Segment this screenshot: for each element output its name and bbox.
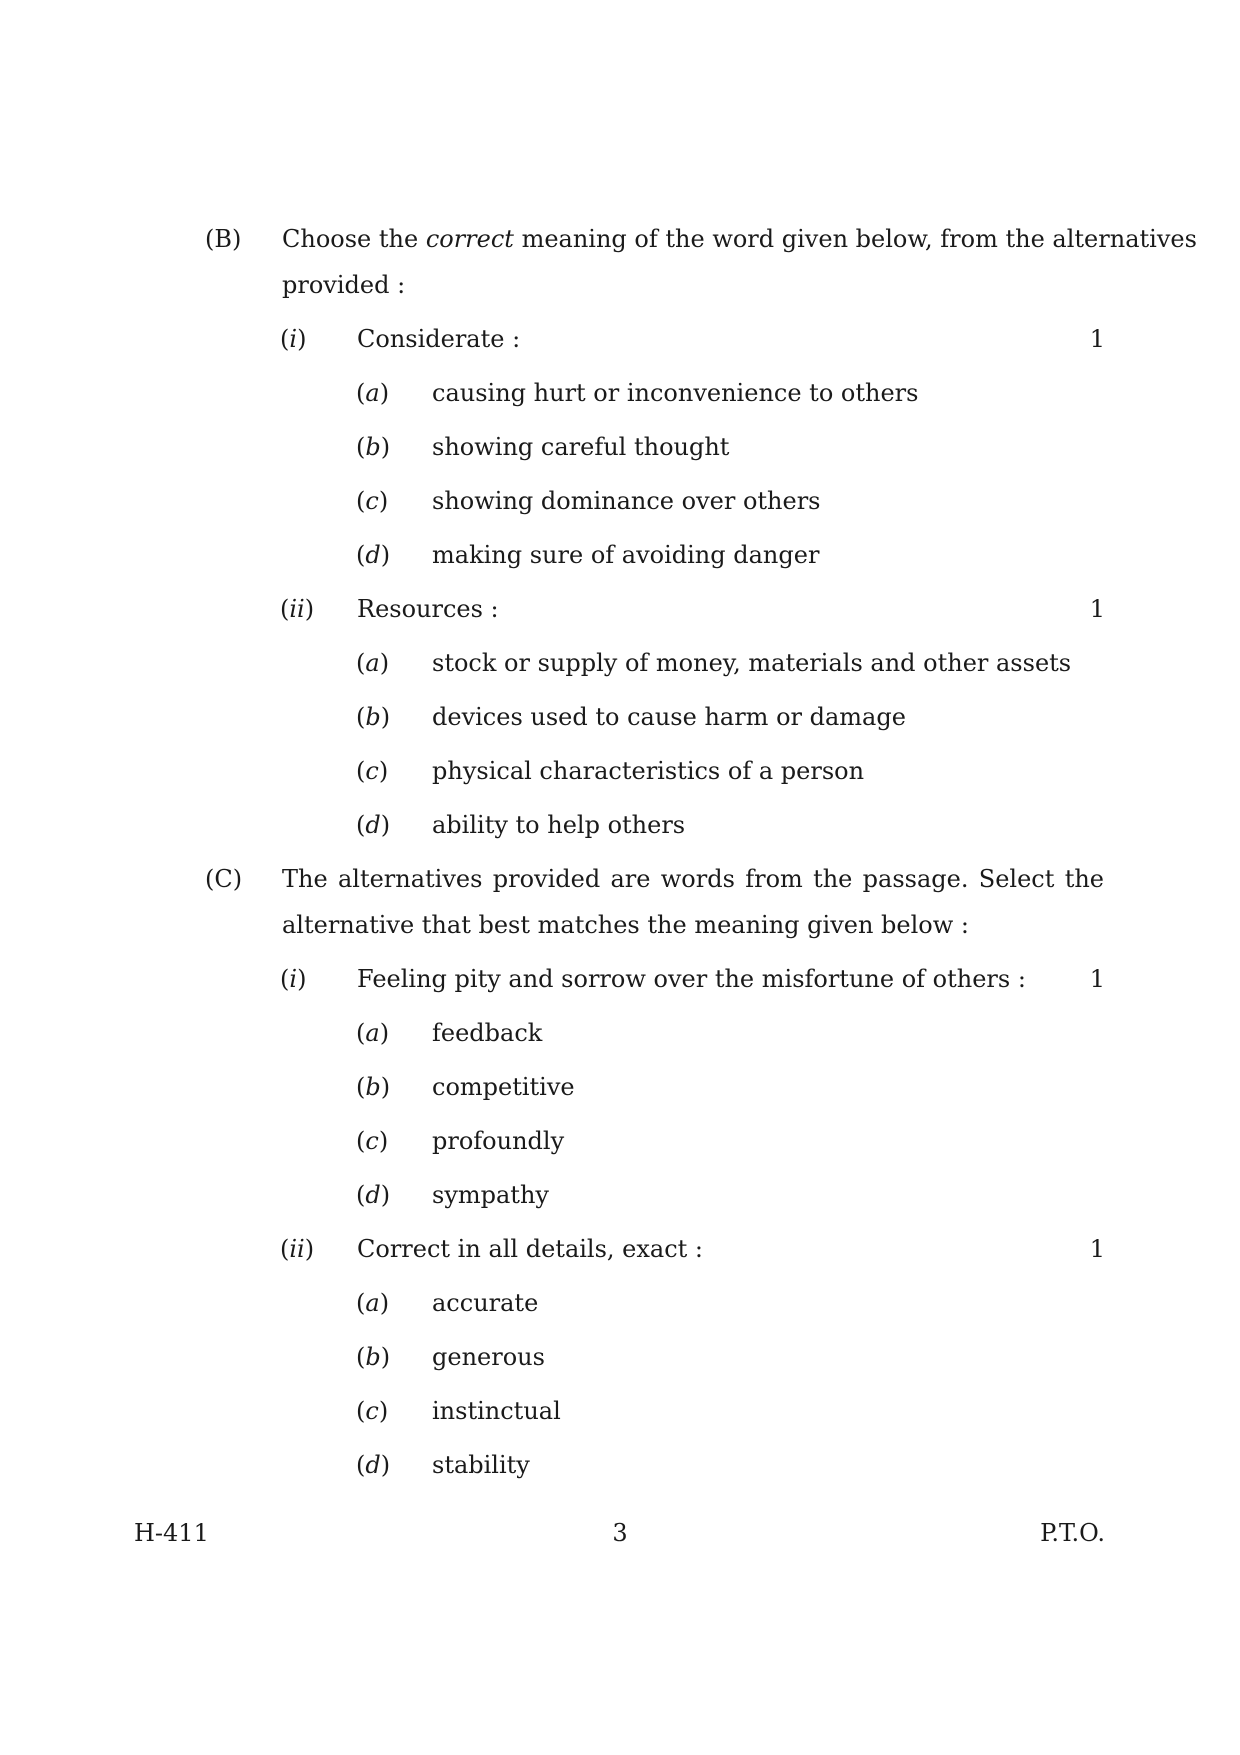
- option-text: devices used to cause harm or damage: [432, 703, 906, 731]
- option-text: feedback: [432, 1019, 543, 1047]
- option-text: showing careful thought: [432, 433, 730, 461]
- question-marks: 1: [1089, 965, 1105, 993]
- question-marks: 1: [1089, 595, 1105, 623]
- section-c-instruction-line2: alternative that best matches the meaning given below :: [282, 911, 969, 939]
- question-text: Correct in all details, exact :: [357, 1235, 704, 1263]
- option-text: showing dominance over others: [432, 487, 821, 515]
- option-label: (d): [356, 811, 391, 839]
- instruction-text: Choose the: [282, 225, 426, 253]
- option-label: (a): [356, 1019, 390, 1047]
- option-text: physical characteristics of a person: [432, 757, 865, 785]
- question-number: (i): [280, 325, 307, 353]
- option-label: (b): [356, 1073, 391, 1101]
- option-text: making sure of avoiding danger: [432, 541, 820, 569]
- option-label: (a): [356, 1289, 390, 1317]
- section-b-instruction-line2: provided :: [282, 271, 406, 299]
- option-text: profoundly: [432, 1127, 565, 1155]
- question-text: Feeling pity and sorrow over the misfortune of others :: [357, 965, 1026, 993]
- option-label: (b): [356, 1343, 391, 1371]
- option-text: accurate: [432, 1289, 539, 1317]
- instruction-emphasis: correct: [425, 225, 514, 253]
- option-text: competitive: [432, 1073, 575, 1101]
- section-b-instruction: [282, 224, 1197, 254]
- option-label: (a): [356, 649, 390, 677]
- question-number: (ii): [280, 595, 315, 623]
- question-marks: 1: [1089, 325, 1105, 353]
- option-text: stock or supply of money, materials and other assets: [432, 649, 1072, 677]
- section-b-label: (B): [205, 225, 242, 253]
- option-text: ability to help others: [432, 811, 686, 839]
- option-label: (b): [356, 433, 391, 461]
- question-text: Considerate :: [357, 325, 521, 353]
- option-label: (b): [356, 703, 391, 731]
- question-number: (ii): [280, 1235, 315, 1263]
- option-text: causing hurt or inconvenience to others: [432, 379, 919, 407]
- option-label: (c): [356, 1127, 389, 1155]
- option-text: sympathy: [432, 1181, 549, 1209]
- option-label: (a): [356, 379, 390, 407]
- paper-code: H-411: [134, 1519, 209, 1547]
- section-c-instruction: The alternatives provided are words from the passage. Select the: [282, 865, 1104, 893]
- option-label: (d): [356, 1451, 391, 1479]
- option-text: stability: [432, 1451, 530, 1479]
- please-turn-over: P.T.O.: [1040, 1519, 1105, 1547]
- question-marks: 1: [1089, 1235, 1105, 1263]
- option-label: (c): [356, 757, 389, 785]
- instruction-text: meaning of the word given below, from the alternatives: [513, 225, 1197, 253]
- page-number: 3: [612, 1519, 628, 1547]
- option-text: instinctual: [432, 1397, 561, 1425]
- option-label: (c): [356, 487, 389, 515]
- question-number: (i): [280, 965, 307, 993]
- option-label: (d): [356, 1181, 391, 1209]
- option-label: (d): [356, 541, 391, 569]
- section-c-label: (C): [205, 865, 243, 893]
- option-label: (c): [356, 1397, 389, 1425]
- question-text: Resources :: [357, 595, 499, 623]
- option-text: generous: [432, 1343, 545, 1371]
